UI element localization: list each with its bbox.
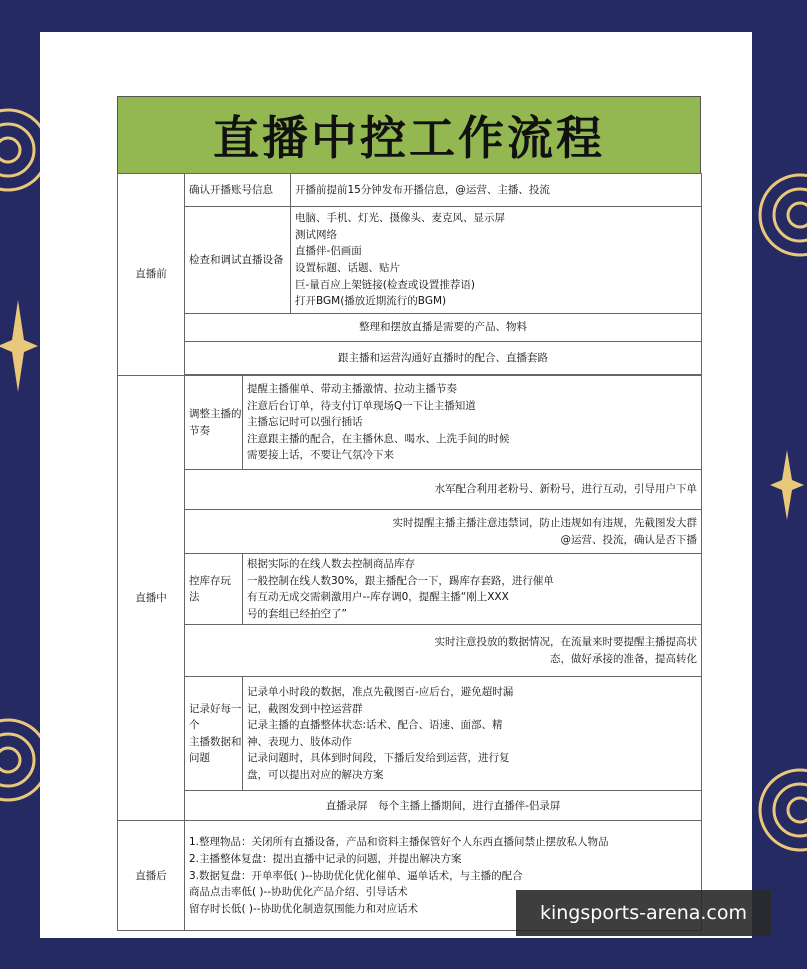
detail-cell (243, 376, 702, 470)
table-row (118, 376, 702, 470)
stage-after: 直播后 (118, 821, 185, 931)
page-title: 直播中控工作流程 (117, 96, 701, 174)
detail-line: 电脑、手机、灯光、摄像头、麦克风、显示屏 (295, 212, 505, 225)
workflow-table (117, 173, 702, 931)
detail-line: 记录主播的直播整体状态:话术、配合、语速、面部、精 (247, 719, 503, 732)
stage-during: 直播中 (118, 376, 185, 821)
detail-line: 一般控制在线人数30%，跟主播配合一下，踢库存套路，进行催单 (247, 574, 554, 587)
detail-line: 测试网络 (295, 228, 337, 241)
detail-cell (291, 207, 702, 314)
table-row (118, 314, 702, 342)
detail-line: 直播伴-侣画面 (295, 245, 362, 258)
task-cell: 确认开播账号信息 (185, 174, 291, 207)
detail-line: 记录问题时，具体到时间段，下播后发给到运营，进行复 (247, 752, 510, 765)
swirl-ornament (760, 175, 807, 255)
detail-line: 巨-量百应上架链接(检查或设置推荐语) (295, 278, 475, 291)
table-row (118, 554, 702, 625)
table-row (118, 342, 702, 375)
table-row (118, 625, 702, 677)
detail-line: 记录单小时段的数据，准点先截图百-应后台，避免超时漏 (247, 686, 514, 699)
task-cell: 检查和调试直播设备 (185, 207, 291, 314)
detail-cell: 开播前提前15分钟发布开播信息，@运营、主播、投流 (291, 174, 702, 207)
table-row (118, 510, 702, 554)
full-width-cell: 跟主播和运营沟通好直播时的配合、直播套路 (185, 342, 702, 375)
table-row (118, 174, 702, 207)
detail-line: 有互动无成交需刺激用户--库存调0，提醒主播“刚上XXX (247, 591, 509, 604)
detail-line: 商品点击率低( )--协助优化产品介绍、引导话术 (189, 886, 408, 899)
table-row (118, 470, 702, 510)
table-row (118, 677, 702, 791)
full-width-cell: 直播录屏 每个主播上播期间，进行直播伴-侣录屏 (185, 791, 702, 821)
detail-line: 留存时长低( )--协助优化制造氛围能力和对应话术 (189, 902, 419, 915)
task-cell: 记录好每一 个 主播数据和 问题 (185, 677, 243, 791)
table-row (118, 207, 702, 314)
detail-line: 1.整理物品：关闭所有直播设备，产品和资料主播保管好个人东西直播间禁止摆放私人物品 (189, 836, 609, 849)
detail-line: 主播忘记时可以强行插话 (247, 416, 363, 429)
task-cell: 控库存玩法 (185, 554, 243, 625)
full-width-cell: 整理和摆放直播是需要的产品、物料 (185, 314, 702, 342)
detail-line: 3.数据复盘：开单率低( )--协助优化优化催单、逼单话术，与主播的配合 (189, 869, 523, 882)
sparkle-ornament (0, 300, 38, 392)
detail-line: 神、表现力、肢体动作 (247, 735, 352, 748)
detail-line: 号的套组已经拍空了” (247, 607, 347, 620)
table-row (118, 791, 702, 821)
stage-before: 直播前 (118, 174, 185, 376)
detail-line: 提醒主播催单、带动主播激情、拉动主播节奏 (247, 383, 457, 396)
detail-line: 注意跟主播的配合，在主播休息、喝水、上洗手间的时候 (247, 432, 510, 445)
watermark-label: kingsports-arena.com (516, 890, 771, 936)
sparkle-ornament (770, 450, 804, 520)
detail-line: 2.主播整体复盘：提出直播中记录的问题，并提出解决方案 (189, 852, 462, 865)
detail-line: 注意后台订单，待支付订单现场Q一下让主播知道 (247, 399, 476, 412)
detail-line: 盘，可以提出对应的解决方案 (247, 769, 384, 782)
detail-line: 打开BGM(播放近期流行的BGM) (295, 295, 447, 308)
full-width-cell: 实时注意投放的数据情况，在流量来时要提醒主播提高状 态，做好承接的准备，提高转化 (185, 625, 702, 677)
detail-line: 需要接上话，不要让气氛冷下来 (247, 449, 394, 462)
full-width-cell: 水军配合利用老粉号、新粉号，进行互动，引导用户下单 (185, 470, 702, 510)
detail-line: 记，截图发到中控运营群 (247, 702, 363, 715)
detail-cell (243, 554, 702, 625)
full-width-cell: 实时提醒主播主播注意违禁词，防止违规如有违规，先截图发大群 @运营、投流，确认是否下播 (185, 510, 702, 554)
detail-line: 设置标题、话题、贴片 (295, 262, 400, 274)
swirl-ornament (760, 770, 807, 850)
task-cell: 调整主播的 节奏 (185, 376, 243, 470)
detail-cell (243, 677, 702, 791)
detail-line: 根据实际的在线人数去控制商品库存 (247, 558, 415, 570)
